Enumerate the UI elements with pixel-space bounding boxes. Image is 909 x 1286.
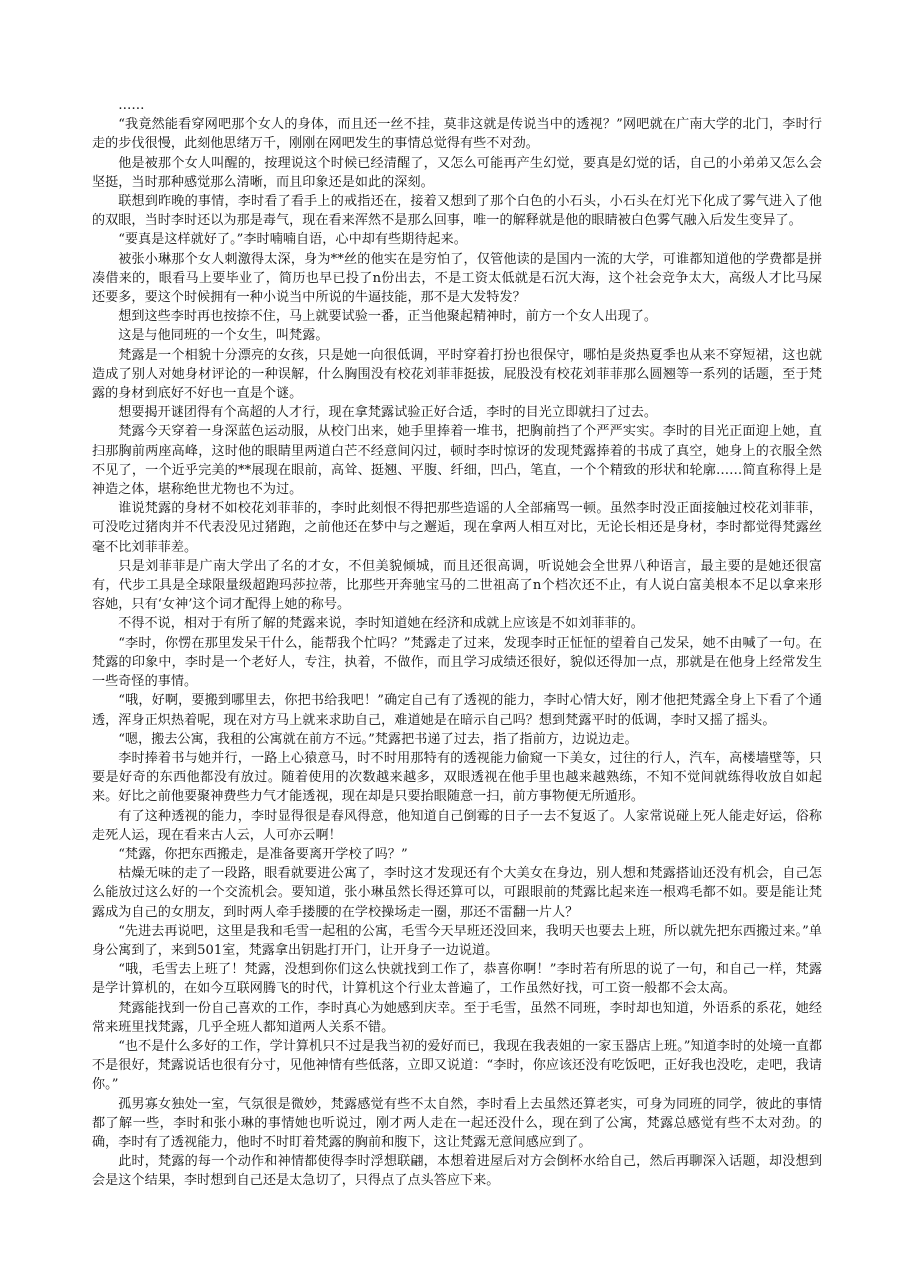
paragraph: “我竟然能看穿网吧那个女人的身体，而且还一丝不挂，莫非这就是传说当中的透视？”网吧就在广南大学的北门，李时行走的步伐很慢，此刻他思绪万千，刚刚在网吧发生的事情总觉得有些不对劲。 [92,117,822,152]
paragraph: 梵露能找到一份自己喜欢的工作，李时真心为她感到庆幸。至于毛雪，虽然不同班，李时却也知道，外语系的系花，她经常来班里找梵露，几乎全班人都知道两人关系不错。 [92,1000,822,1035]
paragraph: “哦，毛雪去上班了！梵露，没想到你们这么快就找到工作了，恭喜你啊！”李时若有所思的说了一句，和自己一样，梵露是学计算机的，在如今互联网腾飞的时代，计算机这个行业太普遍了，工作虽然好找，可工资一般都不会太高。 [92,962,822,997]
paragraph: 这是与他同班的一个女生，叫梵露。 [118,328,329,344]
paragraph: 李时捧着书与她并行，一路上心猿意马，时不时用那特有的透视能力偷窥一下美女，过往的行人，汽车，高楼墙壁等，只要是好奇的东西他都没有放过。随着使用的次数越来越多，双眼透视在他手里也越来越熟练，不知不觉间就练得收放自如起来。好比之前他要聚神费些力气才能透视，现在却是只要抬眼随意一扫，前方事物便无所遁形。 [92,750,822,805]
paragraph: “要真是这样就好了。”李时喃喃自语，心中却有些期待起来。 [118,232,467,248]
paragraph: “李时，你愣在那里发呆干什么，能帮我个忙吗？”梵露走了过来，发现李时正怔怔的望着自己发呆，她不由喊了一句。在梵露的印象中，李时是一个老好人，专注，执着，不做作，而且学习成绩还很好，貌似还得加一点，那就是在他身上经常发生一些奇怪的事情。 [92,635,822,690]
paragraph: “也不是什么多好的工作，学计算机只不过是我当初的爱好而已，我现在我表姐的一家玉器店上班。”知道李时的处境一直都不是很好，梵露说话也很有分寸，见他神情有些低落，立即又说道：“李时，你应该还没有吃饭吧，正好我也没吃，走吧，我请你。” [92,1038,822,1093]
document-page [92,96,822,1191]
paragraph: …… [118,98,145,113]
paragraph: 不得不说，相对于有所了解的梵露来说，李时知道她在经济和成就上应该是不如刘菲菲的。 [118,616,644,632]
paragraph: 被张小琳那个女人刺激得太深，身为**丝的他实在是穷怕了，仅管他读的是国内一流的大学，可谁都知道他的学费都是拼凑借来的，眼看马上要毕业了，简历也早已投了n份出去，不是工资太低就是石沉大海，这个社会竞争太大，高级人才比马屎还要多，要这个时候拥有一种小说当中所说的牛逼技能，那不是大发特发？ [92,251,822,306]
paragraph: 梵露今天穿着一身深蓝色运动服，从校门出来，她手里捧着一堆书，把胸前挡了个严严实实。李时的目光正面迎上她，直扫那胸前两座高峰，这时他的眼睛里两道白芒不经意间闪过，顿时李时惊讶的发现梵露捧着的书成了真空，她身上的衣服全然不见了，一个近乎完美的**展现在眼前，高耸、挺翘、平腹、纤细，凹凸，笔直，一个个精致的形状和轮廓……简直称得上是神造之体，堪称绝世尤物也不为过。 [92,424,822,498]
paragraph: 梵露是一个相貌十分漂亮的女孩，只是她一向很低调，平时穿着打扮也很保守，哪怕是炎热夏季也从来不穿短裙，这也就造成了别人对她身材评论的一种误解，什么胸围没有校花刘菲菲挺拔，屁股没有校花刘菲菲那么圆翘等一系列的话题，至于梵露的身材到底好不好也一直是个谜。 [92,347,822,402]
paragraph: “梵露，你把东西搬走，是准备要离开学校了吗？” [118,846,408,862]
paragraph: 有了这种透视的能力，李时显得很是春风得意，他知道自己倒霉的日子一去不复返了。人家常说碰上死人能走好运，俗称走死人运，现在看来古人云，人可亦云啊！ [92,808,822,843]
paragraph: 联想到昨晚的事情，李时看了看手上的戒指还在，接着又想到了那个白色的小石头，小石头在灯光下化成了雾气进入了他的双眼，当时李时还以为那是毒气，现在看来浑然不是那么回事，唯一的解释就是他的眼睛被白色雾气融入后发生变异了。 [92,194,822,229]
paragraph: 谁说梵露的身材不如校花刘菲菲的，李时此刻恨不得把那些造谣的人全部痛骂一顿。虽然李时没正面接触过校花刘菲菲，可没吃过猪肉并不代表没见过猪跑，之前他还在梦中与之邂逅，现在拿两人相互对比，无论长相还是身材，李时都觉得梵露丝毫不比刘菲菲差。 [92,501,822,555]
paragraph: 想到这些李时再也按捺不住，马上就要试验一番，正当他聚起精神时，前方一个女人出现了。 [118,309,658,325]
paragraph: 只是刘菲菲是广南大学出了名的才女，不但美貌倾城，而且还很高调，听说她会全世界八种语言，最主要的是她还很富有，代步工具是全球限量级超跑玛莎拉蒂，比那些开奔驰宝马的二世祖高了n个档次还不止，有人说白富美根本不足以拿来形容她，只有‘女神’这个词才配得上她的称号。 [92,558,822,613]
paragraph: “哦，好啊，要搬到哪里去，你把书给我吧！”确定自己有了透视的能力，李时心情大好，刚才他把梵露全身上下看了个通透，浑身正炽热着呢，现在对方马上就来求助自己，难道她是在暗示自己吗？想到梵露平时的低调，李时又摇了摇头。 [92,693,822,728]
paragraph: “先进去再说吧，这里是我和毛雪一起租的公寓，毛雪今天早班还没回来，我明天也要去上班，所以就先把东西搬过来。”单身公寓到了，来到501室，梵露拿出钥匙打开门，让开身子一边说道。 [92,923,822,958]
paragraph: 他是被那个女人叫醒的，按理说这个时候已经清醒了，又怎么可能再产生幻觉，要真是幻觉的话，自己的小弟弟又怎么会坚挺，当时那种感觉那么清晰，而且印象还是如此的深刻。 [92,155,822,190]
paragraph: 此时，梵露的每一个动作和神情都使得李时浮想联翩，本想着进屋后对方会倒杯水给自己，然后再聊深入话题，却没想到会是这个结果，李时想到自己还是太急切了，只得点了点头答应下来。 [92,1154,822,1189]
paragraph: 想要揭开谜团得有个高超的人才行，现在拿梵露试验正好合适，李时的目光立即就扫了过去。 [118,405,658,421]
paragraph: “嗯，搬去公寓，我租的公寓就在前方不远。”梵露把书递了过去，指了指前方，边说边走。 [118,731,638,747]
paragraph: 孤男寡女独处一室，气氛很是微妙，梵露感觉有些不太自然，李时看上去虽然还算老实，可身为同班的同学，彼此的事情都了解一些，李时和张小琳的事情她也听说过，刚才两人走在一起还没什么，现在到了公寓，梵露总感觉有些不太对劲。的确，李时有了透视能力，他时不时盯着梵露的胸前和腹下，这让梵露无意间感应到了。 [92,1096,822,1150]
paragraph: 枯燥无味的走了一段路，眼看就要进公寓了，李时这才发现还有个大美女在身边，别人想和梵露搭讪还没有机会，自己怎么能放过这么好的一个交流机会。要知道，张小琳虽然长得还算可以，可跟眼前的梵露比起来连一根鸡毛都不如。要是能让梵露成为自己的女朋友，到时两人牵手搂腰的在学校操场走一圈，那还不雷翻一片人？ [92,866,822,920]
